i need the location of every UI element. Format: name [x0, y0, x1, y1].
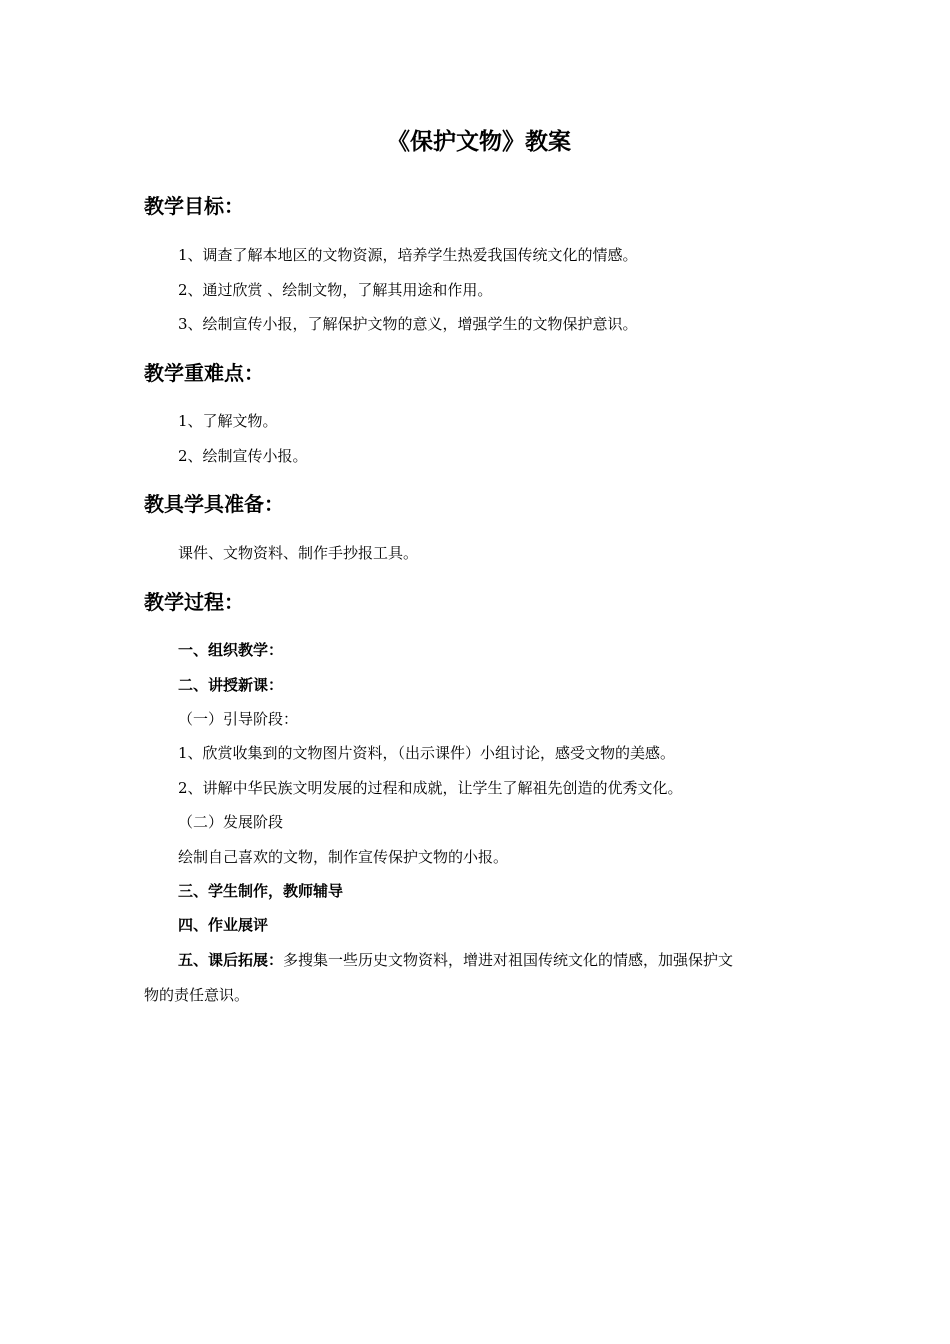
process-step-extension [178, 948, 733, 972]
key-point-item: 1、了解文物。 [178, 412, 278, 430]
objectives-heading: 教学目标： [144, 194, 244, 218]
process-stage-item: 1、欣赏收集到的文物图片资料，（出示课件）小组讨论，感受文物的美感。 [178, 744, 676, 762]
process-stage-title: （二）发展阶段 [178, 813, 284, 831]
process-stage-text: 绘制自己喜欢的文物，制作宣传保护文物的小报。 [178, 848, 509, 866]
key-point-item: 2、绘制宣传小报。 [178, 447, 308, 465]
materials-text: 课件、文物资料、制作手抄报工具。 [178, 544, 419, 562]
objective-item: 2、通过欣赏 、绘制文物，了解其用途和作用。 [178, 281, 493, 299]
document-title: 《保护文物》教案 [387, 129, 571, 155]
materials-heading: 教具学具准备： [144, 492, 284, 516]
process-step: 二、讲授新课： [178, 676, 284, 694]
process-step: 四、作业展评 [178, 916, 269, 934]
objective-item: 1、调查了解本地区的文物资源，培养学生热爱我国传统文化的情感。 [178, 246, 638, 264]
process-step: 一、组织教学： [178, 641, 284, 659]
process-stage-title: （一）引导阶段： [178, 710, 299, 728]
objective-item: 3、绘制宣传小报，了解保护文物的意义，增强学生的文物保护意识。 [178, 315, 638, 333]
key-points-heading: 教学重难点： [144, 361, 264, 385]
process-step: 三、学生制作，教师辅导 [178, 882, 344, 900]
extension-label: 五、课后拓展： [178, 951, 284, 969]
extension-text: 多搜集一些历史文物资料，增进对祖国传统文化的情感，加强保护文 [283, 951, 734, 969]
process-stage-item: 2、讲解中华民族文明发展的过程和成就，让学生了解祖先创造的优秀文化。 [178, 779, 683, 797]
extension-text-continued: 物的责任意识。 [144, 986, 250, 1004]
process-heading: 教学过程： [144, 590, 244, 614]
